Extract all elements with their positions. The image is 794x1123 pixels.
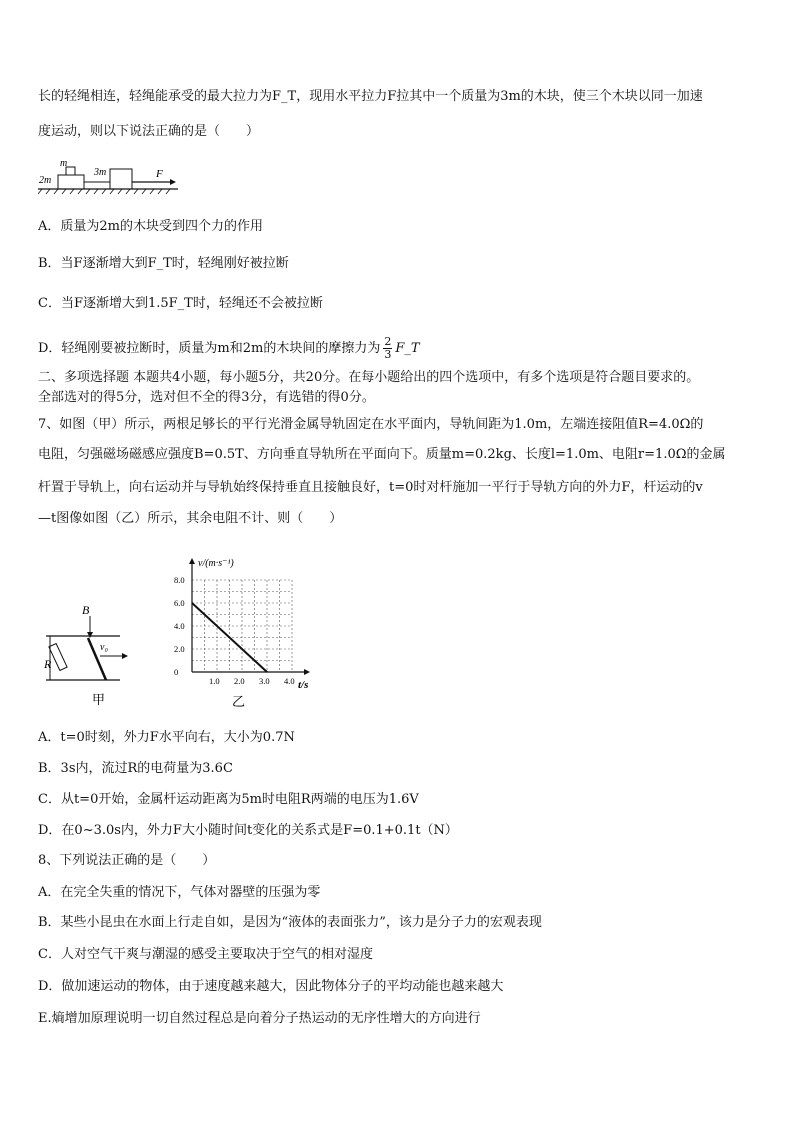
y-tick-label: 0 xyxy=(174,667,179,677)
q8-option-d: D．做加速运动的物体，由于速度越来越大，因此物体分子的平均动能也越来越大 xyxy=(38,979,504,994)
x-tick-label: 2.0 xyxy=(234,676,245,686)
fraction xyxy=(383,336,392,361)
q7-line4: —t图像如图（乙）所示，其余电阻不计、则（ ） xyxy=(38,511,343,526)
y-tick-label: 4.0 xyxy=(174,621,185,631)
vt-chart xyxy=(164,556,324,708)
fraction-den: 3 xyxy=(384,348,392,361)
block-2m xyxy=(58,175,84,189)
q8-option-a: A．在完全失重的情况下，气体对器壁的压强为零 xyxy=(38,885,321,900)
caption-yi: 乙 xyxy=(232,694,246,708)
q6-option-c: C．当F逐渐增大到1.5F_T时，轻绳还不会被拉断 xyxy=(38,296,323,311)
y-tick-label: 8.0 xyxy=(174,575,185,585)
x-tick-label: 4.0 xyxy=(284,676,295,686)
label-2m: 2m xyxy=(39,175,52,186)
caption-jia: 甲 xyxy=(92,692,106,707)
q7-option-d: D．在0~3.0s内，外力F大小随时间t变化的关系式是F=0.1+0.1t（N） xyxy=(38,823,458,838)
label-F: F xyxy=(156,168,163,180)
q6-line1: 长的轻绳相连，轻绳能承受的最大拉力为F_T，现用水平拉力F拉其中一个质量为3m的木块，使三个木块以同一加速 xyxy=(38,89,703,104)
q6-option-d-ft: F_T xyxy=(395,341,420,356)
q6-option-d-text: D．轻绳刚要被拉断时，质量为m和2m的木块间的摩擦力为 xyxy=(38,341,381,356)
label-B: B xyxy=(82,603,90,617)
label-m: m xyxy=(60,158,68,169)
q6-line2: 度运动，则以下说法正确的是（ ） xyxy=(38,124,260,139)
x-tick-label: 1.0 xyxy=(209,676,220,686)
q7-line2: 电阻，匀强磁场磁感应强度B=0.5T、方向垂直导轨所在平面向下。质量m=0.2kg、长度l=1.0m、电阻r=1.0Ω的金属 xyxy=(38,447,726,462)
q8-option-c: C．人对空气干爽与潮湿的感受主要取决于空气的相对湿度 xyxy=(38,947,373,962)
section2-line2: 全部选对的得5分，选对但不全的得3分，有选错的得0分。 xyxy=(38,390,375,405)
section2-line1: 二、多项选择题 本题共4小题，每小题5分，共20分。在每小题给出的四个选项中，有多个选项是符合题目要求的。 xyxy=(38,370,700,385)
block-m xyxy=(66,167,75,175)
q6-option-a: A．质量为2m的木块受到四个力的作用 xyxy=(38,219,263,234)
q8-stem: 8、下列说法正确的是（ ） xyxy=(38,853,216,868)
resistor xyxy=(49,644,67,671)
fraction-num: 2 xyxy=(384,335,392,348)
y-tick-label: 2.0 xyxy=(174,644,185,654)
label-R: R xyxy=(44,657,52,671)
x-axis-arrow xyxy=(304,669,310,675)
q7-option-a: A．t=0时刻，外力F水平向右，大小为0.7N xyxy=(38,730,295,745)
q8-option-e: E.熵增加原理说明一切自然过程总是向着分子热运动的无序性增大的方向进行 xyxy=(38,1011,481,1026)
chart-xlabel: t/s xyxy=(298,679,309,691)
chart-ylabel: v/(m·s⁻¹) xyxy=(198,558,234,569)
circuit-figure xyxy=(38,598,138,710)
x-tick-label: 3.0 xyxy=(259,676,270,686)
chart-grid xyxy=(192,580,292,672)
y-axis-arrow xyxy=(189,558,195,564)
q7-line3: 杆置于导轨上，向右运动并与导轨始终保持垂直且接触良好，t=0时对杆施加一平行于导轨方向的外力F，杆运动的v xyxy=(38,480,703,495)
q7-option-c: C．从t=0开始，金属杆运动距离为5m时电阻R两端的电压为1.6V xyxy=(38,792,419,807)
label-v0: v₀ xyxy=(100,642,108,653)
q6-option-b: B．当F逐渐增大到F_T时，轻绳刚好被拉断 xyxy=(38,256,289,271)
block-3m xyxy=(110,169,132,189)
q7-option-b: B．3s内，流过R的电荷量为3.6C xyxy=(38,761,233,776)
blocks-figure xyxy=(38,155,178,197)
q8-option-b: B．某些小昆虫在水面上行走自如，是因为“液体的表面张力”，该力是分子力的宏观表现 xyxy=(38,915,542,930)
label-3m: 3m xyxy=(94,167,107,178)
q7-line1: 7、如图（甲）所示，两根足够长的平行光滑金属导轨固定在水平面内，导轨间距为1.0m，左端连接阻值R=4.0Ω的 xyxy=(38,417,704,432)
y-tick-label: 6.0 xyxy=(174,598,185,608)
q6-option-d xyxy=(38,336,420,361)
